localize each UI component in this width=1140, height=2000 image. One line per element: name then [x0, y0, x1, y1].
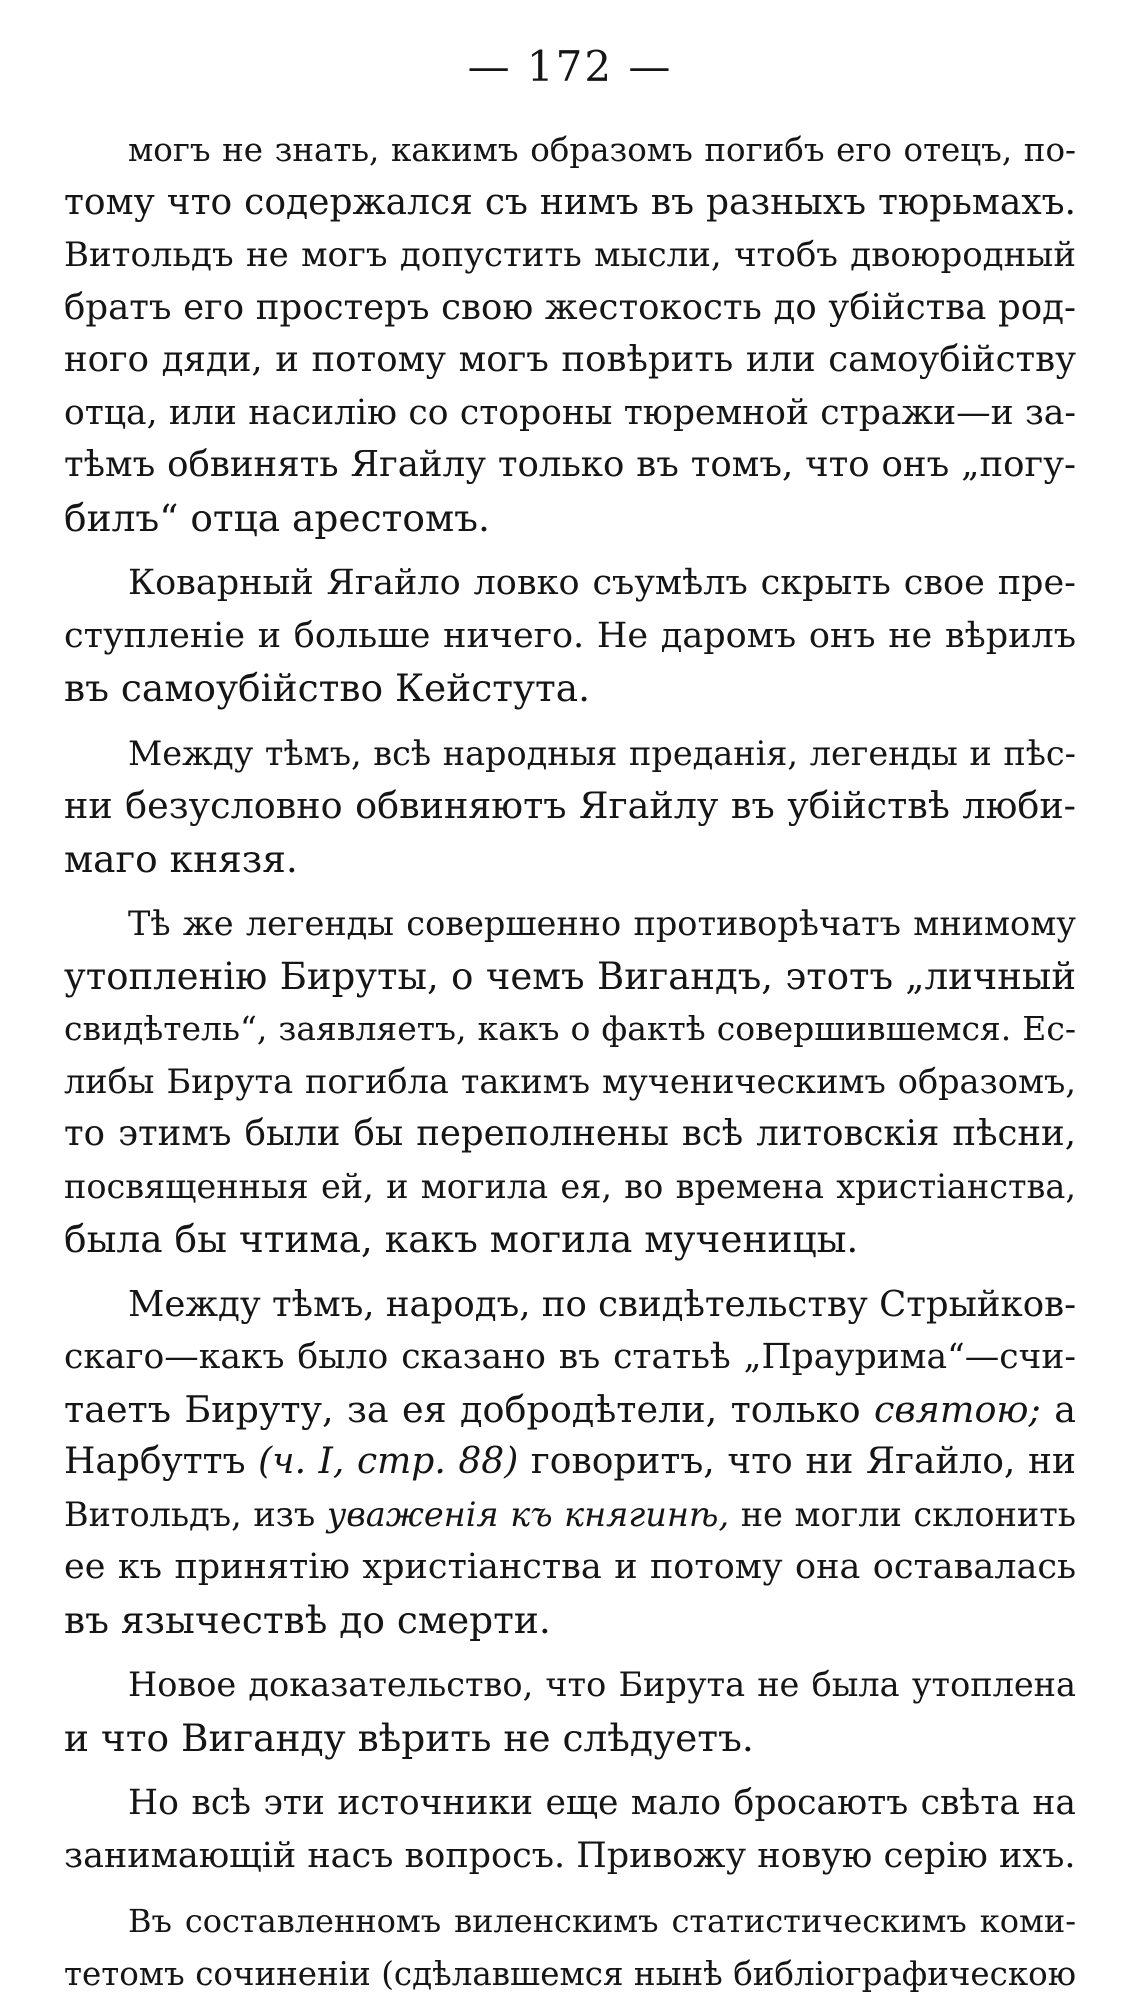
text-line: Но всѣ эти источники еще мало бросаютъ свѣта на — [64, 1777, 1076, 1830]
page-number: — 172 — — [0, 42, 1140, 91]
text-line: тѣмъ обвинять Ягайлу только въ томъ, что онъ „погу- — [64, 439, 1076, 492]
text-line: ни безусловно обвиняютъ Ягайлу въ убійствѣ люби- — [64, 780, 1076, 833]
paragraph — [64, 1895, 1076, 2000]
text-line: посвященныя ей, и могила ея, во времена христіанства, — [64, 1161, 1076, 1214]
text-line: Между тѣмъ, всѣ народныя преданія, легенды и пѣс- — [64, 728, 1076, 781]
text-line: занимающій насъ вопросъ. Привожу новую серію ихъ. — [64, 1830, 1076, 1883]
text-line: Коварный Ягайло ловко съумѣлъ скрыть свое пре- — [64, 557, 1076, 610]
text-line: таетъ Бируту, за ея добродѣтели, только святою; а — [64, 1384, 1076, 1437]
paragraph — [64, 898, 1076, 1266]
text-line: отца, или насилію со стороны тюремной стражи—и за- — [64, 387, 1076, 440]
text-line: могъ не знать, какимъ образомъ погибъ его отецъ, по- — [64, 124, 1076, 177]
text-line: тетомъ сочиненіи (сдѣлавшемся нынѣ библіографическою — [64, 1948, 1076, 2000]
text-line: Тѣ же легенды совершенно противорѣчатъ мнимому — [64, 898, 1076, 951]
text-line: въ самоубійство Кейстута. — [64, 662, 1076, 715]
text-line: братъ его простеръ свою жестокость до убійства род- — [64, 282, 1076, 335]
paragraph — [64, 1279, 1076, 1647]
paragraph — [64, 124, 1076, 544]
text-line: билъ“ отца арестомъ. — [64, 492, 1076, 545]
text-line: Между тѣмъ, народъ, по свидѣтельству Стрыйков- — [64, 1279, 1076, 1332]
text-line: ного дяди, и потому могъ повѣрить или самоубійству — [64, 334, 1076, 387]
text-line: утопленію Бируты, о чемъ Вигандъ, этотъ „личный — [64, 951, 1076, 1004]
text-line: либы Бирута погибла такимъ мученическимъ образомъ, — [64, 1056, 1076, 1109]
text-line: Новое доказательство, что Бирута не была утоплена — [64, 1659, 1076, 1712]
text-line: ее къ принятію христіанства и потому она оставалась — [64, 1541, 1076, 1594]
text-line: ступленіе и больше ничего. Не даромъ онъ не вѣрилъ — [64, 610, 1076, 663]
paragraph — [64, 1777, 1076, 1882]
body-text — [64, 124, 1076, 2000]
paragraph — [64, 1659, 1076, 1764]
paragraph — [64, 728, 1076, 886]
text-line: то этимъ были бы переполнены всѣ литовскія пѣсни, — [64, 1108, 1076, 1161]
text-line: въ язычествѣ до смерти. — [64, 1594, 1076, 1647]
text-line: и что Виганду вѣрить не слѣдуетъ. — [64, 1712, 1076, 1765]
text-line: свидѣтель“, заявляетъ, какъ о фактѣ совершившемся. Ес- — [64, 1003, 1076, 1056]
text-line: тому что содержался съ нимъ въ разныхъ тюрьмахъ. — [64, 177, 1076, 230]
text-line: Витольдъ не могъ допустить мысли, чтобъ двоюродный — [64, 229, 1076, 282]
text-line: маго князя. — [64, 833, 1076, 886]
text-line: Въ составленномъ виленскимъ статистическимъ коми- — [64, 1895, 1076, 1948]
text-line: скаго—какъ было сказано въ статьѣ „Праурима“—счи- — [64, 1331, 1076, 1384]
text-line: Нарбуттъ (ч. I, стр. 88) говоритъ, что ни Ягайло, ни — [64, 1436, 1076, 1489]
paragraph — [64, 557, 1076, 715]
text-line: была бы чтима, какъ могила мученицы. — [64, 1213, 1076, 1266]
text-line: Витольдъ, изъ уваженія къ княгинѣ, не могли склонить — [64, 1489, 1076, 1542]
